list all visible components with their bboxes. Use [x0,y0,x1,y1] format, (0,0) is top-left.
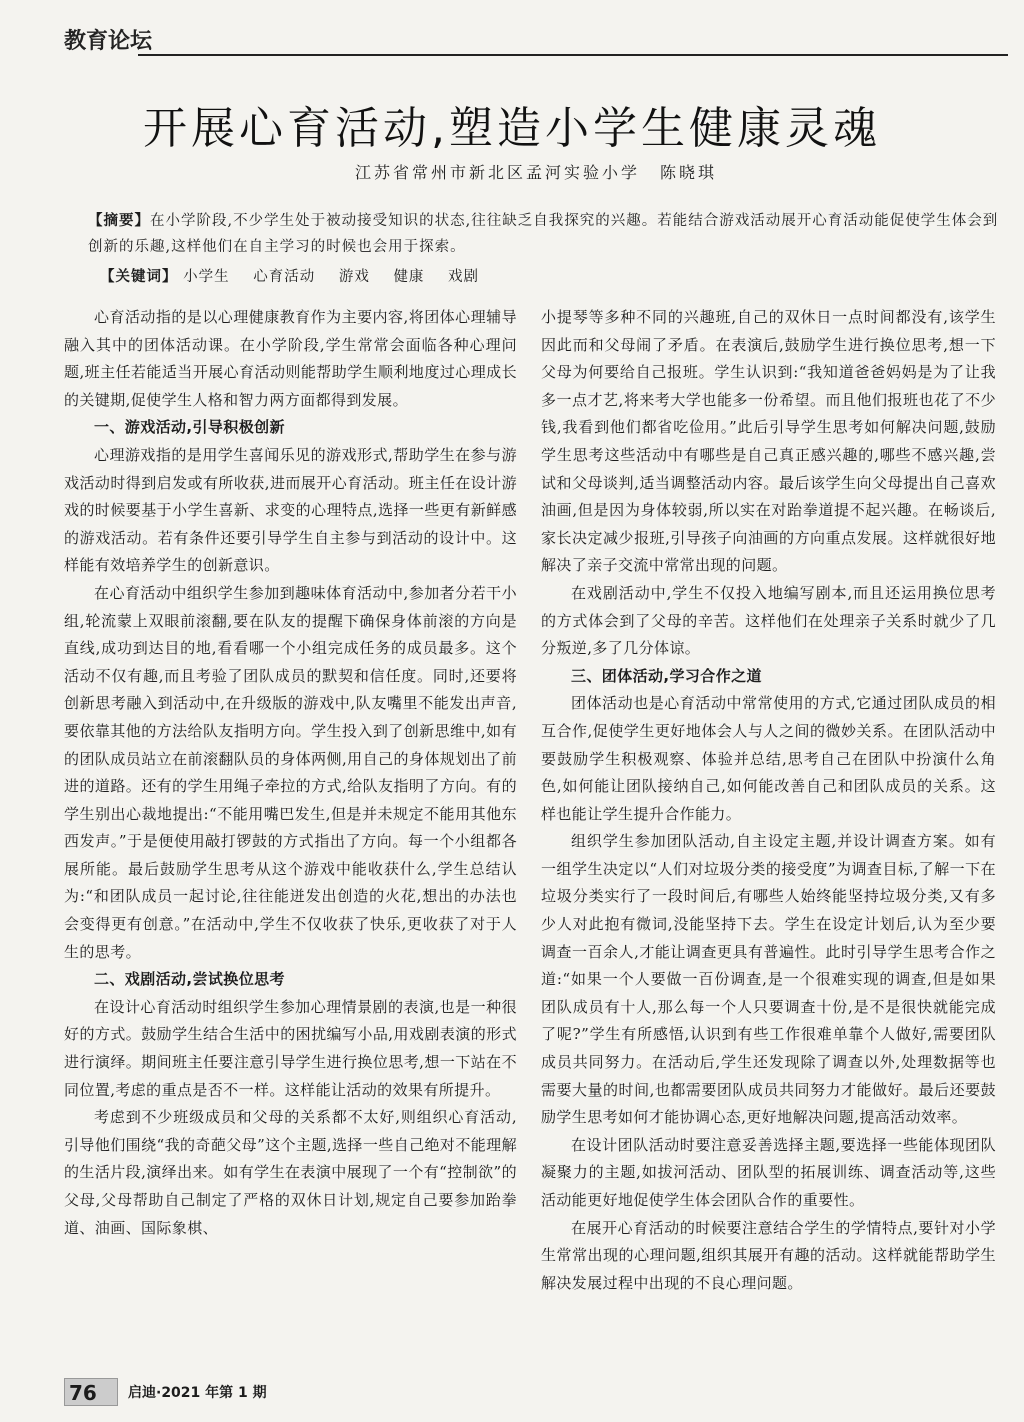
body-paragraph: 组织学生参加团队活动,自主设定主题,并设计调查方案。如有一组学生决定以“人们对垃圾分类的接受度”为调查目标,了解一下在垃圾分类实行了一段时间后,有哪些人始终能坚持垃圾分类,又有多少人对此抱有微词,没能坚持下去。学生在设定计划后,认为至少要调查一百余人,才能让调查更具有普遍性。此时引导学生思考合作之道:“如果一个人要做一百份调查,是一个很难实现的调查,但是如果团队成员有十人,那么每一个人只要调查十份,是不是很快就能完成了呢?”学生有所感悟,认识到有些工作很难单靠个人做好,需要团队成员共同努力。在活动后,学生还发现除了调查以外,处理数据等也需要大量的时间,也都需要团队成员共同努力才能做好。最后还要鼓励学生思考如何才能协调心态,更好地解决问题,提高活动效率。 [541,832,996,1127]
keyword: 戏剧 [448,269,480,285]
author-name: 陈晓琪 [660,163,718,182]
section-heading: 二、戏剧活动,尝试换位思考 [94,970,285,989]
author-affiliation: 江苏省常州市新北区孟河实验小学 [355,163,641,182]
journal-issue: 启迪·2021 年第 1 期 [128,1385,267,1401]
keywords [100,265,1000,286]
keywords-tag: 【关键词】 [100,269,178,285]
abstract [88,208,1006,260]
right-column [541,304,996,1297]
article-title: 开展心育活动,塑造小学生健康灵魂 [143,103,881,154]
body-paragraph: 在展开心育活动的时候要注意结合学生的学情特点,要针对小学生常常出现的心理问题,组织其展开有趣的活动。这样就能帮助学生解决发展过程中出现的不良心理问题。 [541,1218,996,1292]
byline [355,160,717,183]
body-paragraph: 考虑到不少班级成员和父母的关系都不太好,则组织心育活动,引导他们围绕“我的奇葩父母”这个主题,选择一些自己绝对不能理解的生活片段,演绎出来。如有学生在表演中展现了一个有“控制欲”的父母,父母帮助自己制定了严格的双休日计划,规定自己要参加跆拳道、油画、国际象棋、 [64,1108,517,1237]
section-heading: 三、团体活动,学习合作之道 [571,666,762,685]
body-paragraph: 在戏剧活动中,学生不仅投入地编写剧本,而且还运用换位思考的方式体会到了父母的辛苦。这样他们在处理亲子关系时就少了几分叛逆,多了几分体谅。 [541,583,996,658]
body-paragraph: 在设计团队活动时要注意妥善选择主题,要选择一些能体现团队凝聚力的主题,如拔河活动、团队型的拓展训练、调查活动等,这些活动能更好地促使学生体会团队合作的重要性。 [541,1135,996,1209]
abstract-text: 在小学阶段,不少学生处于被动接受知识的状态,往往缺乏自我探究的兴趣。若能结合游戏活动展开心育活动能促使学生体会到创新的乐趣,这样他们在自主学习的时候也会用于探索。 [88,213,999,255]
page-number: 76 [64,1378,118,1406]
body-paragraph: 小提琴等多种不同的兴趣班,自己的双休日一点时间都没有,该学生因此而和父母闹了矛盾。在表演后,鼓励学生进行换位思考,想一下父母为何要给自己报班。学生认识到:“我知道爸爸妈妈是为了让我多一点才艺,将来考大学也能多一份希望。而且他们报班也花了不少钱,我看到他们都省吃俭用。”此后引导学生思考如何解决问题,鼓励学生思考这些活动中有哪些是自己真正感兴趣的,哪些不感兴趣,尝试和父母谈判,适当调整活动内容。最后该学生向父母提出自己喜欢油画,但是因为身体较弱,所以实在对跆拳道提不起兴趣。在畅谈后,家长决定减少报班,引导孩子向油画的方向重点发展。这样就很好地解决了亲子交流中常常出现的问题。 [541,308,996,575]
keyword: 小学生 [183,269,230,285]
abstract-tag: 【摘要】 [88,213,150,229]
section-label: 教育论坛 [64,29,153,54]
body-paragraph: 在心育活动中组织学生参加到趣味体育活动中,参加者分若干小组,轮流蒙上双眼前滚翻,要在队友的提醒下确保身体前滚的方向是直线,成功到达目的地,看看哪一个小组完成任务的成员最多。这个活动不仅有趣,而且考验了团队成员的默契和信任度。同时,还要将创新思考融入到活动中,在升级版的游戏中,队友嘴里不能发出声音,要依靠其他的方法给队友指明方向。学生投入到了创新思维中,如有的团队成员站立在前滚翻队员的身体两侧,用自己的身体规划出了前进的道路。还有的学生用绳子牵拉的方式,给队友指明了方向。有的学生别出心裁地提出:“不能用嘴巴发生,但是并未规定不能用其他东西发声。”于是便使用敲打锣鼓的方式指出了方向。每一个小组都各展所能。最后鼓励学生思考从这个游戏中能收获什么,学生总结认为:“和团队成员一起讨论,往往能迸发出创造的火花,想出的办法也会变得更有创意。”在活动中,学生不仅收获了快乐,更收获了对于人生的思考。 [64,583,517,961]
body-paragraph: 在设计心育活动时组织学生参加心理情景剧的表演,也是一种很好的方式。鼓励学生结合生活中的困扰编写小品,用戏剧表演的形式进行演绎。期间班主任要注意引导学生进行换位思考,想一下站在不同位置,考虑的重点是否不一样。这样能让活动的效果有所提升。 [64,997,517,1099]
body-paragraph: 团体活动也是心育活动中常常使用的方式,它通过团队成员的相互合作,促使学生更好地体会人与人之间的微妙关系。在团队活动中要鼓励学生积极观察、体验并总结,思考自己在团队中扮演什么角色,如何能让团队接纳自己,如何能改善自己和团队成员的关系。这样也能让学生提升合作能力。 [541,694,996,823]
keyword: 游戏 [338,269,370,285]
section-heading: 一、游戏活动,引导积极创新 [94,418,285,437]
header-rule [138,54,1008,56]
body-paragraph: 心理游戏指的是用学生喜闻乐见的游戏形式,帮助学生在参与游戏活动时得到启发或有所收获,进而展开心育活动。班主任在设计游戏的时候要基于小学生喜新、求变的心理特点,选择一些更有新鲜感的游戏活动。若有条件还要引导学生自主参与到活动的设计中。这样能有效培养学生的创新意识。 [64,445,517,575]
body-paragraph: 心育活动指的是以心理健康教育作为主要内容,将团体心理辅导融入其中的团体活动课。在小学阶段,学生常常会面临各种心理问题,班主任若能适当开展心育活动则能帮助学生顺利地度过心理成长的关键期,促使学生人格和智力两方面都得到发展。 [64,308,517,409]
keyword: 心育活动 [253,269,316,285]
keyword: 健康 [393,269,425,285]
left-column [64,304,517,1242]
